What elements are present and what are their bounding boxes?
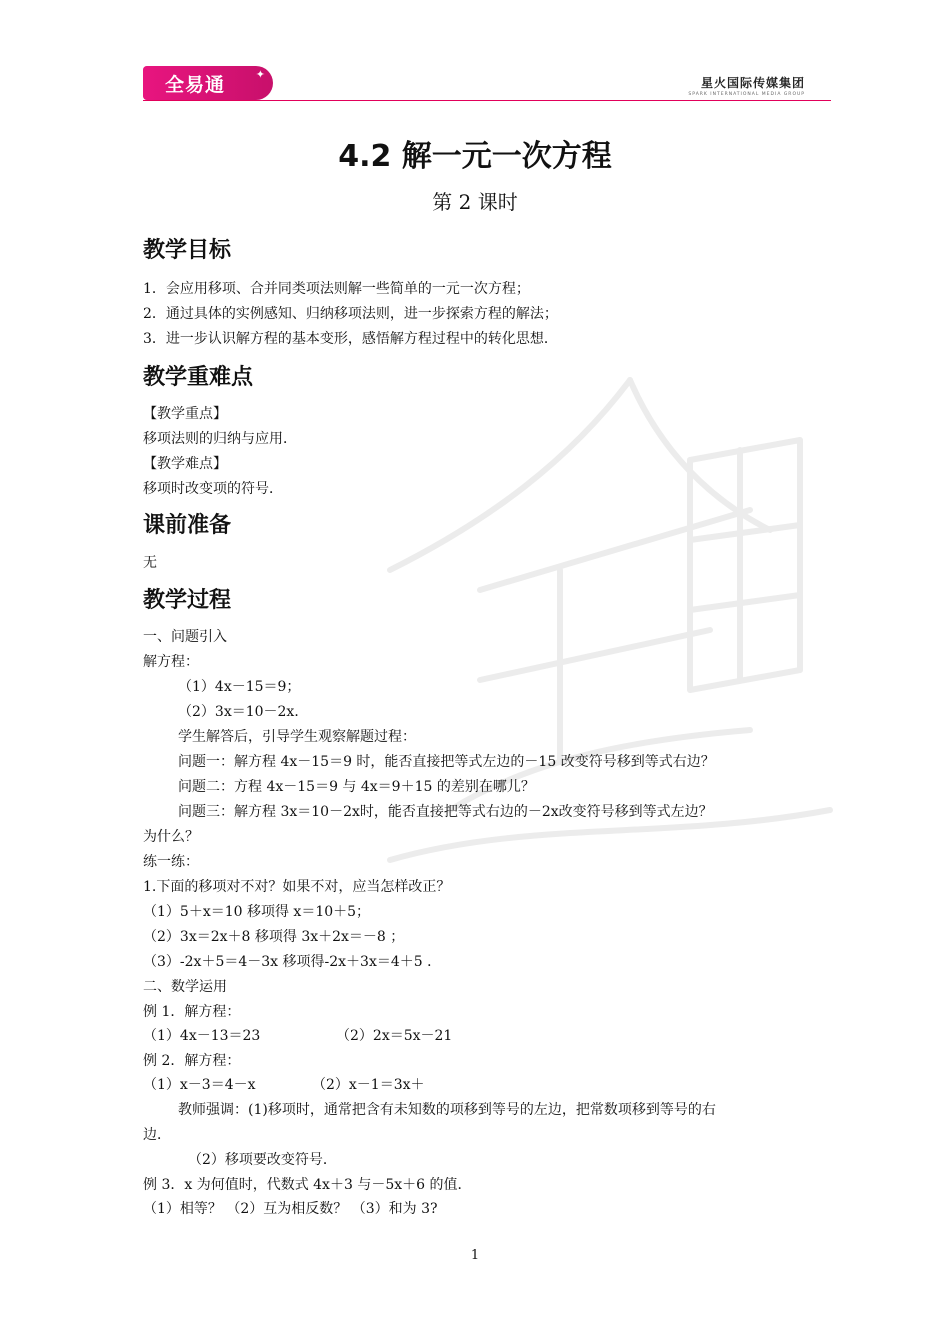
process-line: 教师强调：(1)移项时，通常把含有未知数的项移到等号的左边，把常数项移到等号的右 [178, 1102, 716, 1118]
page-number: 1 [470, 1248, 480, 1263]
process-line: 例 2．解方程： [143, 1053, 241, 1069]
process-line: （2）3x＝2x＋8 移项得 3x＋2x＝－8 ； [143, 929, 405, 945]
process-line: （1）5＋x＝10 移项得 x＝10＋5； [143, 904, 371, 920]
header-divider [143, 100, 831, 101]
process-heading: 教学过程 [143, 588, 232, 613]
process-line: （2）2x＝5x－21 [336, 1028, 453, 1044]
objective-item: 1．会应用移项、合并同类项法则解一些简单的一元一次方程； [143, 281, 530, 297]
process-line: （2）3x＝10－2x． [178, 704, 309, 720]
key-label: 【教学重点】 [143, 406, 227, 422]
preparation-heading: 课前准备 [143, 513, 232, 538]
process-line: 二、数学运用 [143, 979, 227, 995]
difficult-text: 移项时改变项的符号． [143, 481, 283, 497]
document-subtitle: 第 2 课时 [432, 190, 518, 214]
process-line: 练一练： [143, 854, 199, 870]
process-line: 例 1．解方程： [143, 1004, 241, 1020]
objectives-heading: 教学目标 [143, 238, 232, 263]
process-line: 问题三：解方程 3x＝10－2x时，能否直接把等式右边的－2x改变符号移到等式左边？ [178, 804, 713, 820]
process-line: （2）x－1＝3x＋ [312, 1077, 425, 1093]
process-line: （1）4x－13＝23 [143, 1028, 261, 1044]
publisher-block [688, 74, 805, 97]
difficult-label: 【教学难点】 [143, 456, 227, 472]
preparation-text: 无 [143, 555, 157, 571]
process-line: 问题二：方程 4x－15＝9 与 4x＝9＋15 的差别在哪儿？ [178, 779, 535, 795]
process-line: （1）相等？ （2）互为相反数？ （3）和为 3? [143, 1201, 438, 1217]
publisher-name: 星火国际传媒集团 [700, 76, 805, 90]
key-text: 移项法则的归纳与应用． [143, 431, 297, 447]
process-line: 问题一：解方程 4x－15＝9 时，能否直接把等式左边的－15 改变符号移到等式右边？ [178, 754, 715, 770]
logo-text: 全易通 [165, 74, 226, 96]
key-points-heading: 教学重难点 [143, 365, 254, 390]
process-line: 为什么？ [143, 829, 199, 845]
process-line: （3）-2x＋5＝4－3x 移项得-2x＋3x＝4＋5 ． [143, 954, 442, 970]
process-line: 1.下面的移项对不对？如果不对，应当怎样改正？ [143, 879, 451, 895]
process-line: 学生解答后，引导学生观察解题过程： [178, 729, 416, 745]
process-line: 解方程： [143, 654, 199, 670]
document-title: 4.2 解一元一次方程 [338, 139, 612, 174]
sparkle-icon: ✦ [255, 68, 265, 81]
process-line: （1）x－3＝4－x [143, 1077, 256, 1093]
objective-item: 3．进一步认识解方程的基本变形，感悟解方程过程中的转化思想． [143, 331, 558, 347]
publisher-subtitle: SPARK INTERNATIONAL MEDIA GROUP [688, 92, 805, 97]
objective-item: 2．通过具体的实例感知、归纳移项法则，进一步探索方程的解法； [143, 306, 558, 322]
process-line: （2）移项要改变符号． [188, 1152, 337, 1168]
brand-logo [143, 66, 273, 100]
process-line: （1）4x－15＝9； [178, 679, 301, 695]
process-line: 边． [143, 1127, 171, 1143]
process-line: 例 3．x 为何值时，代数式 4x＋3 与－5x＋6 的值． [143, 1177, 472, 1193]
process-line: 一、问题引入 [143, 629, 227, 645]
